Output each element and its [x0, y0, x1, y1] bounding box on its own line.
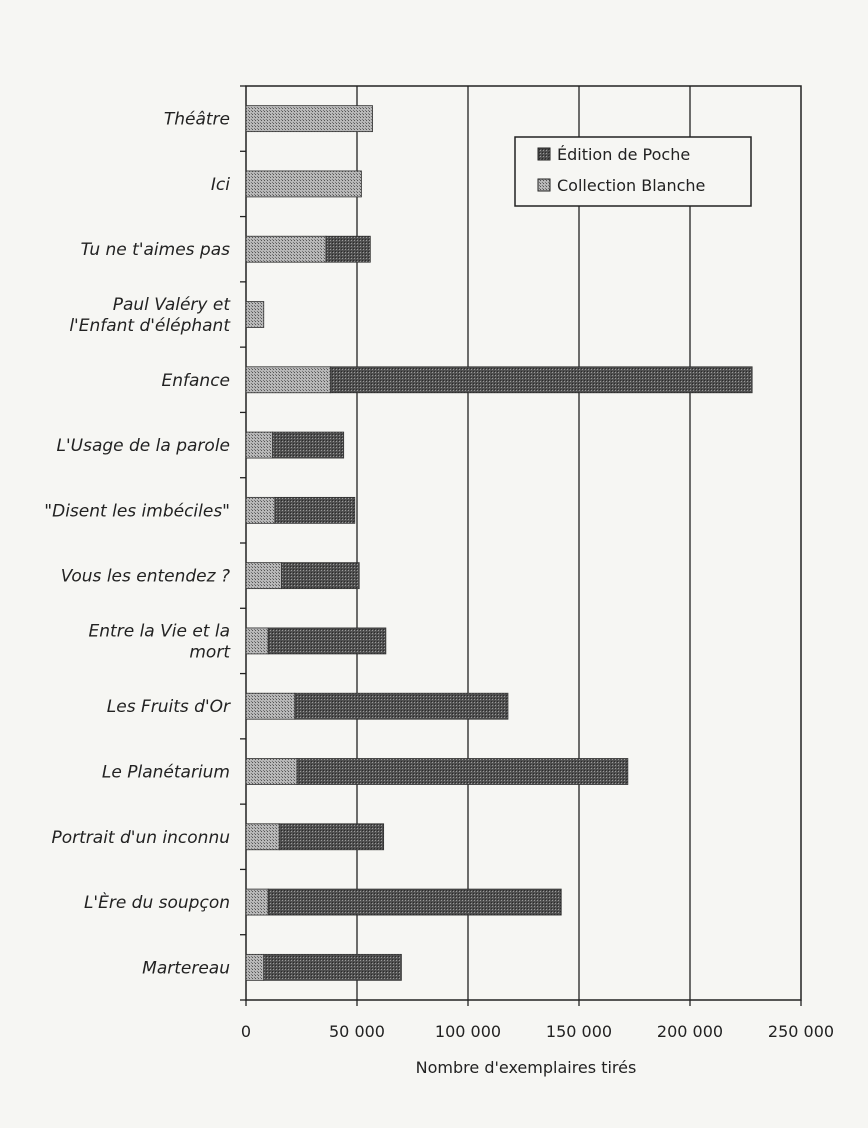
x-tick-label: 150 000 — [545, 1022, 613, 1041]
bar-edition-de-poche — [330, 367, 752, 393]
bar-collection-blanche — [246, 302, 264, 328]
bar-collection-blanche — [246, 236, 326, 262]
bar-collection-blanche — [246, 759, 297, 785]
bar-edition-de-poche — [268, 889, 561, 915]
category-label — [84, 891, 230, 913]
bar-collection-blanche — [246, 889, 268, 915]
category-label-line: Martereau — [142, 958, 230, 979]
category-label-line: Ici — [210, 174, 230, 195]
category-label-line: l'Enfant d'éléphant — [69, 316, 230, 336]
bar-collection-blanche — [246, 563, 282, 589]
legend-swatch-collection-blanche — [538, 179, 550, 191]
category-label-line: Paul Valéry et — [112, 295, 230, 315]
category-label-line: L'Ère du soupçon — [83, 893, 230, 914]
category-label — [69, 295, 231, 336]
bars — [246, 106, 752, 981]
category-label — [81, 240, 230, 260]
bar-edition-de-poche — [275, 497, 355, 523]
category-label — [142, 958, 230, 978]
bar-edition-de-poche — [297, 759, 628, 785]
category-label — [107, 697, 231, 717]
bar-edition-de-poche — [282, 563, 360, 589]
category-label-line: mort — [189, 642, 230, 663]
x-tick-label: 250 000 — [767, 1022, 835, 1041]
bar-edition-de-poche — [264, 954, 402, 980]
category-label — [44, 501, 230, 521]
bar-edition-de-poche — [279, 824, 383, 850]
legend-label-edition-de-poche: Édition de Poche — [557, 145, 691, 164]
bar-edition-de-poche — [295, 693, 508, 719]
bar-edition-de-poche — [326, 236, 370, 262]
x-tick-label: 200 000 — [656, 1022, 724, 1041]
bar-collection-blanche — [246, 171, 361, 197]
bar-collection-blanche — [246, 106, 373, 132]
x-axis-title: Nombre d'exemplaires tirés — [415, 1058, 637, 1077]
category-label — [61, 567, 230, 587]
category-label-line: Tu ne t'aimes pas — [80, 240, 230, 261]
category-label — [211, 175, 230, 195]
x-tick-label: 100 000 — [434, 1022, 502, 1041]
bar-edition-de-poche — [273, 432, 344, 458]
category-label-line: Entre la Vie et la — [88, 621, 230, 642]
bar-collection-blanche — [246, 824, 279, 850]
bar-collection-blanche — [246, 432, 273, 458]
category-label-line: Enfance — [161, 370, 230, 391]
category-label — [52, 828, 231, 848]
bar-collection-blanche — [246, 367, 330, 393]
category-label — [162, 371, 231, 391]
bar-edition-de-poche — [268, 628, 386, 654]
category-label — [164, 110, 230, 130]
category-label-line: Théâtre — [163, 109, 230, 130]
legend — [515, 137, 751, 206]
category-label — [89, 621, 232, 662]
x-tick-label: 50 000 — [329, 1022, 385, 1041]
bar-collection-blanche — [246, 954, 264, 980]
x-axis — [241, 1000, 834, 1041]
category-label-line: Vous les entendez ? — [60, 566, 230, 587]
bar-collection-blanche — [246, 497, 275, 523]
category-label — [57, 436, 231, 456]
legend-swatch-edition-de-poche — [538, 148, 550, 160]
x-tick-label: 0 — [240, 1022, 252, 1041]
category-label-line: Le Planétarium — [101, 762, 230, 783]
bar-collection-blanche — [246, 628, 268, 654]
category-label-line: "Disent les imbéciles" — [44, 501, 230, 522]
y-tick-marks — [240, 86, 246, 1000]
category-label-line: Portrait d'un inconnu — [51, 827, 230, 848]
bar-collection-blanche — [246, 693, 295, 719]
plot-frame — [246, 86, 801, 1000]
category-labels — [44, 110, 231, 979]
category-label — [102, 763, 230, 783]
category-label-line: Les Fruits d'Or — [106, 697, 230, 718]
legend-label-collection-blanche: Collection Blanche — [557, 176, 706, 195]
gridlines — [357, 86, 690, 1000]
category-label-line: L'Usage de la parole — [56, 436, 230, 457]
